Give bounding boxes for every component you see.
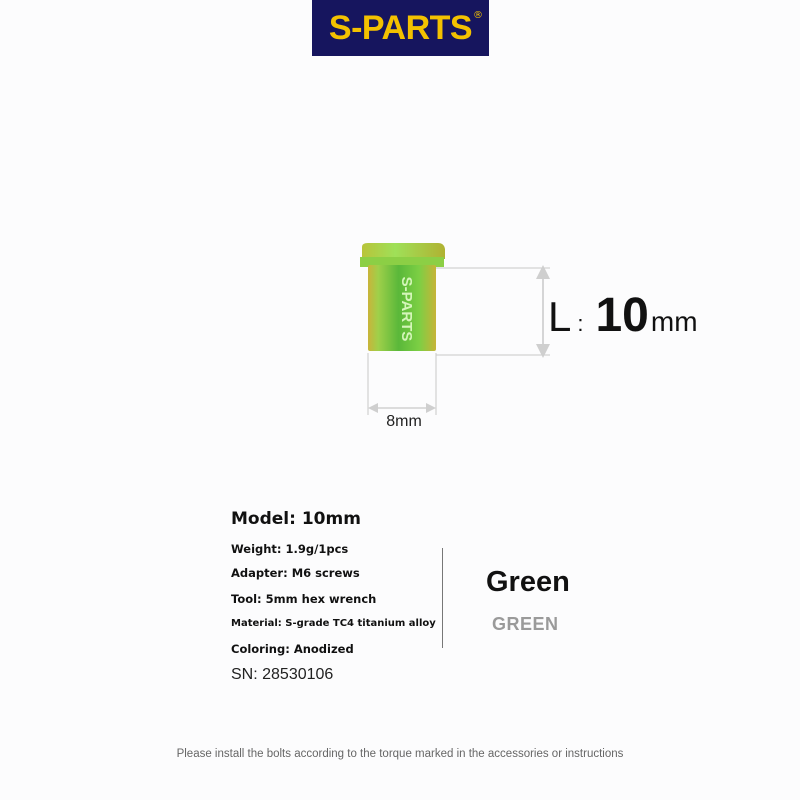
- spec-tool: Tool: 5mm hex wrench: [231, 592, 377, 606]
- brand-logo: [312, 0, 489, 56]
- length-arrow-bottom: [536, 344, 550, 358]
- color-name: Green: [486, 566, 570, 598]
- length-colon: :: [577, 311, 584, 336]
- titanium-spacer-image: [350, 235, 560, 420]
- spec-adapter: Adapter: M6 screws: [231, 566, 360, 580]
- spec-weight: Weight: 1.9g/1pcs: [231, 542, 349, 556]
- spacer-engraving: S-PARTS: [398, 276, 415, 342]
- spec-material: Material: S-grade TC4 titanium alloy: [231, 618, 436, 629]
- length-value: 10: [595, 289, 649, 342]
- serial-number: SN: 28530106: [231, 666, 334, 683]
- diameter-arrow-right: [426, 403, 436, 413]
- registered-mark: ®: [473, 10, 483, 21]
- diameter-arrow-left: [368, 403, 378, 413]
- length-unit: mm: [650, 306, 698, 337]
- length-label: [548, 288, 698, 342]
- spec-model: Model: 10mm: [231, 509, 361, 529]
- length-arrow-top: [536, 265, 550, 279]
- install-note: Please install the bolts according to the torque marked in the accessories or instructions: [176, 748, 624, 760]
- color-name-caps: GREEN: [492, 614, 559, 634]
- spacer-flange: [362, 243, 445, 259]
- diameter-label: 8mm: [386, 413, 422, 430]
- spec-coloring: Coloring: Anodized: [231, 642, 354, 656]
- brand-logo-text: S-PARTS: [328, 8, 473, 47]
- spec-divider: [442, 548, 443, 648]
- length-letter: L: [548, 293, 572, 340]
